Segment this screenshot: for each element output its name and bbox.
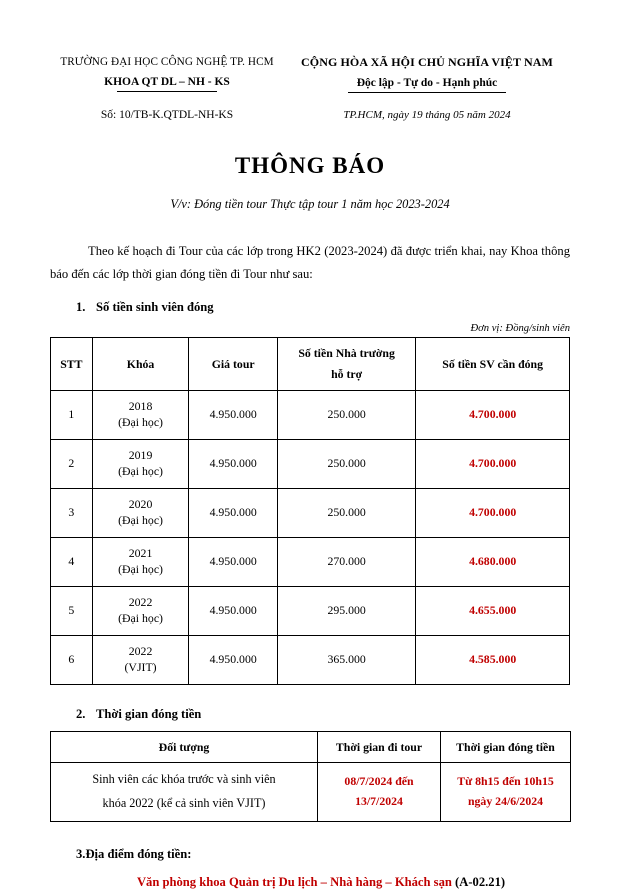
section-1-number: 1. [76,299,86,314]
cell-stt: 6 [51,635,93,684]
cell-ho-tro: 250.000 [277,390,415,439]
cell-khoa-type: (Đại học) [118,610,163,625]
cell-khoa [92,439,189,488]
schedule-table-header-row [51,731,571,762]
column-header-ho-tro-line2: hỗ trợ [331,366,363,381]
column-header-gia-tour: Giá tour [189,337,278,390]
organization-name: TRƯỜNG ĐẠI HỌC CÔNG NGHỆ TP. HCM [60,56,274,68]
cell-gia-tour: 4.950.000 [189,439,278,488]
cell-stt: 2 [51,439,93,488]
cell-khoa [92,390,189,439]
national-motto: Độc lập - Tự do - Hạnh phúc [357,76,498,91]
column-header-ho-tro [277,337,415,390]
cell-khoa [92,586,189,635]
schedule-table-body [51,762,571,821]
cell-khoa-type: (Đại học) [118,414,163,429]
payment-location: Văn phòng khoa Quản trị Du lịch – Nhà hàng – Khách sạn [136,874,452,889]
cell-sv-can-dong: 4.585.000 [416,635,570,684]
page-title: THÔNG BÁO [234,152,386,178]
column-header-thoi-gian-dong-tien: Thời gian đóng tiền [441,731,571,762]
cell-khoa-type: (Đại học) [118,561,163,576]
cell-sv-can-dong: 4.700.000 [416,439,570,488]
cell-khoa [92,488,189,537]
cell-tour-time-line2: 13/7/2024 [355,793,403,808]
cell-stt: 4 [51,537,93,586]
table-row [51,762,571,821]
table-row [51,439,570,488]
cell-pay-time-line1: Từ 8h15 đến 10h15 [457,774,554,789]
cell-khoa-year: 2022 [128,643,153,658]
cell-doi-tuong [51,762,318,821]
column-header-stt: STT [51,337,93,390]
fee-table-header-row [51,337,570,390]
cell-sv-can-dong: 4.680.000 [416,537,570,586]
document-subject: V/v: Đóng tiền tour Thực tập tour 1 năm học 2023-2024 [170,196,450,211]
cell-sv-can-dong: 4.655.000 [416,586,570,635]
table-row [51,390,570,439]
cell-stt: 1 [51,390,93,439]
column-header-ho-tro-line1: Số tiền Nhà trường [298,346,395,361]
cell-khoa-year: 2022 [128,594,153,609]
table-row [51,635,570,684]
fee-table [50,337,570,685]
cell-khoa [92,635,189,684]
payment-room: (A-02.21) [455,874,506,889]
intro-paragraph: Theo kế hoạch đi Tour của các lớp trong HK2 (2023-2024) đã được triển khai, nay Khoa thông báo đến các lớp thời gian đóng tiền đi Tour như sau: [50,243,570,282]
header-right-block [284,55,570,92]
cell-sv-can-dong: 4.700.000 [416,390,570,439]
column-header-thoi-gian-di-tour: Thời gian đi tour [318,731,441,762]
fee-table-body [51,390,570,684]
column-header-sv-can-dong: Số tiền SV cần đóng [416,337,570,390]
cell-khoa-year: 2021 [128,545,153,560]
cell-khoa-type: (VJIT) [124,659,157,674]
cell-khoa-year: 2020 [128,496,153,511]
cell-ho-tro: 250.000 [277,488,415,537]
table-row [51,586,570,635]
cell-gia-tour: 4.950.000 [189,586,278,635]
cell-ho-tro: 250.000 [277,439,415,488]
section-3-number: 3. [76,846,86,861]
unit-note: Đơn vị: Đồng/sinh viên [470,322,570,334]
cell-sv-can-dong: 4.700.000 [416,488,570,537]
cell-stt: 3 [51,488,93,537]
cell-khoa-type: (Đại học) [118,463,163,478]
document-number: Số: 10/TB-K.QTDL-NH-KS [100,108,234,121]
cell-gia-tour: 4.950.000 [189,537,278,586]
document-subheader [50,109,570,121]
section-3-heading [50,847,570,862]
section-1-label: Số tiền sinh viên đóng [96,299,214,314]
schedule-table [50,731,571,822]
cell-thoi-gian-di-tour [318,762,441,821]
document-header [50,0,570,92]
schedule-table-wrapper [50,731,570,822]
cell-khoa-type: (Đại học) [118,512,163,527]
section-2-label: Thời gian đóng tiền [96,706,202,721]
cell-thoi-gian-dong-tien [441,762,571,821]
cell-pay-time-line2: ngày 24/6/2024 [467,793,544,808]
national-title: CỘNG HÒA XÃ HỘI CHỦ NGHĨA VIỆT NAM [301,55,553,69]
cell-khoa [92,537,189,586]
department-name: KHOA QT DL – NH - KS [104,75,230,90]
cell-gia-tour: 4.950.000 [189,488,278,537]
table-row [51,537,570,586]
section-2-number: 2. [76,706,86,721]
column-header-khoa: Khóa [92,337,189,390]
cell-ho-tro: 295.000 [277,586,415,635]
cell-doi-tuong-line1: Sinh viên các khóa trước và sinh viên [92,772,276,787]
title-block [50,153,570,212]
section-3-value [50,875,570,890]
header-left-block [50,55,284,92]
cell-doi-tuong-line2: khóa 2022 (kể cả sinh viên VJIT) [102,795,266,810]
column-header-doi-tuong: Đối tượng [51,731,318,762]
cell-tour-time-line1: 08/7/2024 đến [344,774,414,789]
cell-ho-tro: 270.000 [277,537,415,586]
cell-khoa-year: 2019 [128,447,153,462]
cell-gia-tour: 4.950.000 [189,390,278,439]
table-row [51,488,570,537]
cell-gia-tour: 4.950.000 [189,635,278,684]
section-3-label: Địa điểm đóng tiền: [85,846,192,861]
cell-khoa-year: 2018 [128,398,153,413]
section-2-heading [50,707,570,722]
place-and-date: TP.HCM, ngày 19 tháng 05 năm 2024 [343,108,511,121]
cell-ho-tro: 365.000 [277,635,415,684]
cell-stt: 5 [51,586,93,635]
section-1-heading [50,300,570,315]
